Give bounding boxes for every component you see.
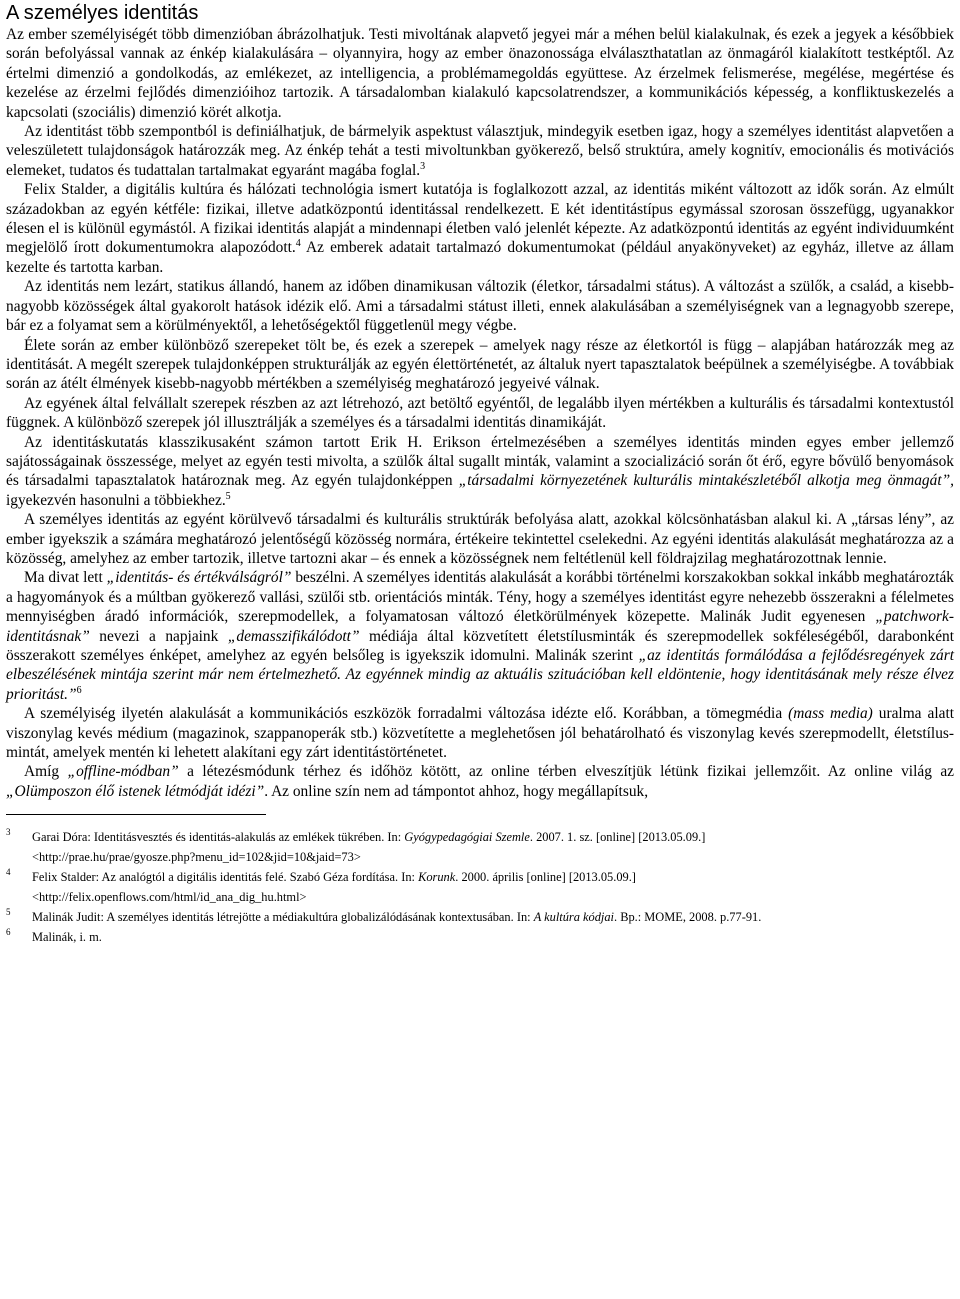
footnote-ref-4[interactable]: 4: [295, 238, 301, 250]
paragraph-11-i1: „offline-módban”: [67, 763, 179, 781]
paragraph-7: [6, 433, 954, 511]
footnote-number: 6: [6, 927, 11, 938]
paragraph-9-i2: „patchwork-identitásnak”: [6, 608, 954, 645]
paragraph-10-i1: (mass media): [788, 705, 873, 723]
footnote-journal: Korunk: [418, 870, 456, 885]
paragraph-10-t1: A személyiség ilyetén alakulását a kommunikációs eszközök forradalmi változása idézte elő. Korábban, a tömegmédia: [24, 705, 789, 723]
paragraph-5: Élete során az ember különböző szerepeket tölt be, és ezek a szerepek – amelyek nagy része az életkortól is függ – alapjában határozzák meg az identitását. A megélt szerepek tulajdonképpen strukturálják az egyén élettörténetét, az általuk nyert tapasztalatok beépülnek a személyiségbe. A továbbiak során az átélt élmények kisebb-nagyobb mértékben a személyiség meghatározó jegyeivé válnak.: [6, 336, 954, 393]
footnote-text: Garai Dóra: Identitásvesztés és identitás-alakulás az emlékek tükrében. In:: [32, 830, 405, 845]
paragraph-11-t3: . Az online szín nem ad támpontot ahhoz, hogy megállapítsuk,: [264, 782, 649, 800]
paragraph-9-t3: nevezi a napjaink: [89, 627, 228, 645]
paragraph-11-t2: a létezésmódunk térhez és időhöz kötött, az online térben elveszítjük létünk fizikai jellemzőit. Az online világ az: [178, 763, 955, 781]
paragraph-10-t2: uralma alatt viszonylag kevés médium (magazinok, szappanoperák stb.) közvetítette a meglehetősen jól behatárolható és viszonylag kevés szerepmodellt, életstílus-mintát, amelyek mentén ki lehetett alakítani egy zárt identitástörténetet.: [6, 705, 954, 762]
footnote-separator: [6, 814, 266, 815]
paragraph-11-t1: Amíg: [24, 763, 68, 781]
footnote-journal: Gyógypedagógiai Szemle: [404, 830, 530, 845]
paragraph-9-i1: „identitás- és értékválságról”: [106, 569, 292, 587]
paragraph-11-i2: „Olümposzon élő istenek létmódját idézi”: [6, 782, 265, 800]
footnote-text: Malinák, i. m.: [32, 930, 102, 945]
paragraph-3-text-b: Az emberek adatait tartalmazó dokumentumokat (például anyakönyveket) az egyház, illetve az állam kezelte és tartotta karban.: [6, 239, 954, 276]
paragraph-3-text-a: Felix Stalder, a digitális kultúra és hálózati technológia ismert kutatója is foglalkozott azzal, az identitás miként változott az idők során. Az elmúlt századokban az egyén kétféle: fizikai, illetve adatközpontú identitással rendelkezett. E két identitástípus egymással szorosan összefügg, ugyanakkor élesen el is különül egymástól. A fizikai identitás alapját a mindennapi életben való jelenlét képezte. Az adatközpontú identitás az egyént individuumként megjelölő írott dokumentumokra alapozódott.: [6, 181, 954, 257]
footnote-ref-3[interactable]: 3: [420, 160, 426, 172]
footnote-4: [6, 867, 954, 907]
paragraph-7-text-a: Az identitáskutatás klasszikusaként számon tartott Erik H. Erikson értelmezésében a személyes identitás minden egyes ember jellemző sajátosságainak összessége, melyet az egyén testi mivolta, a szülők által sugallt minták, valamint a szocializáció során őt érő, egyre bővülő benyomások és társadalmi tapasztalatok határoznak meg. Az egyén tulajdonképpen: [6, 433, 954, 490]
footnote-ref-6[interactable]: 6: [76, 684, 82, 696]
paragraph-8: A személyes identitás az egyént körülvevő társadalmi és kulturális struktúrák befolyása alatt, azokkal kölcsönhatásban alakul ki. A „társas lény”, az ember igyekszik a számára meghatározó jelentőségű közösség normára, értékeire tekintettel cselekedni. Az egyéni identitás alakulását meghatározza az a közösség, amelyhez az ember tartozik, illetve tartozni akar – és ennek a közösségnek nem feltétlenül kell földrajzilag meghatározottnak lennie.: [6, 511, 954, 567]
footnote-number: 5: [6, 907, 11, 918]
footnote-text-end: . 2007. 1. sz. [online] [2013.05.09.]: [529, 830, 706, 845]
body-text: [6, 25, 954, 801]
footnote-number: 4: [6, 867, 11, 878]
footnote-text: Malinák Judit: A személyes identitás létrejötte a médiakultúra globalizálódásának kontextusában. In:: [32, 910, 534, 925]
footnote-url-link[interactable]: <http://felix.openflows.com/html/id_ana_dig_hu.html>: [32, 890, 307, 905]
footnote-text-end: . Bp.: MOME, 2008. p.77-91.: [614, 910, 762, 925]
paragraph-9-t1: Ma divat lett: [24, 569, 107, 587]
footnote-5: [6, 907, 954, 927]
footnote-text-end: . 2000. április [online] [2013.05.09.]: [455, 870, 636, 885]
footnote-ref-5[interactable]: 5: [225, 490, 231, 502]
paragraph-9-t2: beszélni. A személyes identitás alakulását a korábbi történelmi korszakokban sokkal inkább meghatározták a hagyományok és a múltban gyökerező vallási, szülői stb. orientációs minták. Tény, hogy a személyes identitást egyre nehezebb összerakni a félelmetes mennyiségben áradó információk, szerepmodellek, a folyamatosan változó életkörülmények közepette. Malinák Judit egyenesen: [6, 569, 954, 626]
document-page: [6, 0, 954, 947]
footnote-url-link[interactable]: <http://prae.hu/prae/gyosze.php?menu_id=102&jid=10&jaid=73>: [32, 850, 361, 865]
paragraph-6: Az egyének által felvállalt szerepek részben az azt létrehozó, azt betöltő egyéntől, de legalább ilyen mértékben a kulturális és társadalmi kontextustól függnek. A különböző szerepek jól illusztrálják a személyes és a társadalmi identitás dinamikáját.: [6, 394, 954, 432]
footnote-book: A kultúra kódjai: [533, 910, 614, 925]
footnotes: [6, 827, 954, 947]
paragraph-2: [6, 122, 954, 180]
paragraph-4: Az identitás nem lezárt, statikus állandó, hanem az időben dinamikusan változik (életkor, társadalmi státus). A változást a szülők, a család, a kisebb-nagyobb közösségek által gyakorolt hatások idézik elő. Ami a társadalmi státust illeti, ennek alakulásában a személyiségnek van a legnagyobb szerepe, bár ez a folyamat sem a körülményektől, a lehetőségektől függetlenül megy végbe.: [6, 278, 954, 335]
paragraph-9: [6, 568, 954, 704]
paragraph-2-text: Az identitást több szempontból is definiálhatjuk, de bármelyik aspektust választjuk, mindegyik esetben igaz, hogy a személyes identitást alapvetően a veleszületett tulajdonságok határozzák meg. Az énkép tehát a testi mivoltunkban gyökerező, belső struktúra, amely kognitív, emocionális és motivációs elemeket, tudatos és tudattalan tartalmakat egyaránt magába foglal.: [6, 123, 954, 179]
paragraph-9-t4: médiája által közvetített életstílusminták és szerepmodellek sokféleségéből, darabonként összerakott személyes énképet, amelyhez az egyén belsőleg is igyekszik idomulni. Malinák szerint: [6, 627, 954, 664]
paragraph-3: [6, 180, 954, 277]
paragraph-9-i3: „demasszifikálódott”: [227, 627, 360, 645]
footnote-number: 3: [6, 827, 11, 838]
paragraph-9-i4: „az identitás formálódása a fejlődésregények zárt elbeszélésének mintája szerint már nem értelmezhető. Az egyénnek mindig az aktuális szituációban kell eldöntenie, hogy identitásának mely része élvez prioritást.”: [6, 647, 954, 703]
paragraph-7-text-b: igyekezvén hasonulni a többiekhez.: [6, 491, 226, 509]
paragraph-10: [6, 704, 954, 762]
paragraph-7-quote: „társadalmi környezetének kulturális mintakészletéből alkotja meg önmagát”,: [458, 472, 955, 490]
paragraph-11: [6, 762, 954, 801]
footnote-6: [6, 927, 954, 947]
paragraph-1: Az ember személyiségét több dimenzióban ábrázolhatjuk. Testi mivoltának alapvető jegyei már a méhen belül kialakulnak, és ezek a jegyek a későbbiek során befolyással vannak az énkép kialakulására – olyannyira, hogy az ember önazonossága elválaszthatatlan az önmagáról kialakított testképtől. Az értelmi dimenzió a gondolkodás, az emlékezet, az intelligencia, a problémamegoldás együttese. Az érzelmek felismerése, megélése, megértése és kezelése az érzelmi fejlődés dimenzióihoz tartozik. A társadalomban kialakuló kapcsolatrendszer, a kommunikációs képesség, a konfliktuskezelés a kapcsolati (szociális) dimenzió körét alkotja.: [6, 26, 954, 121]
page-title: A személyes identitás: [6, 2, 199, 24]
footnote-3: [6, 827, 954, 867]
footnote-text: Felix Stalder: Az analógtól a digitális identitás felé. Szabó Géza fordítása. In:: [32, 870, 419, 885]
